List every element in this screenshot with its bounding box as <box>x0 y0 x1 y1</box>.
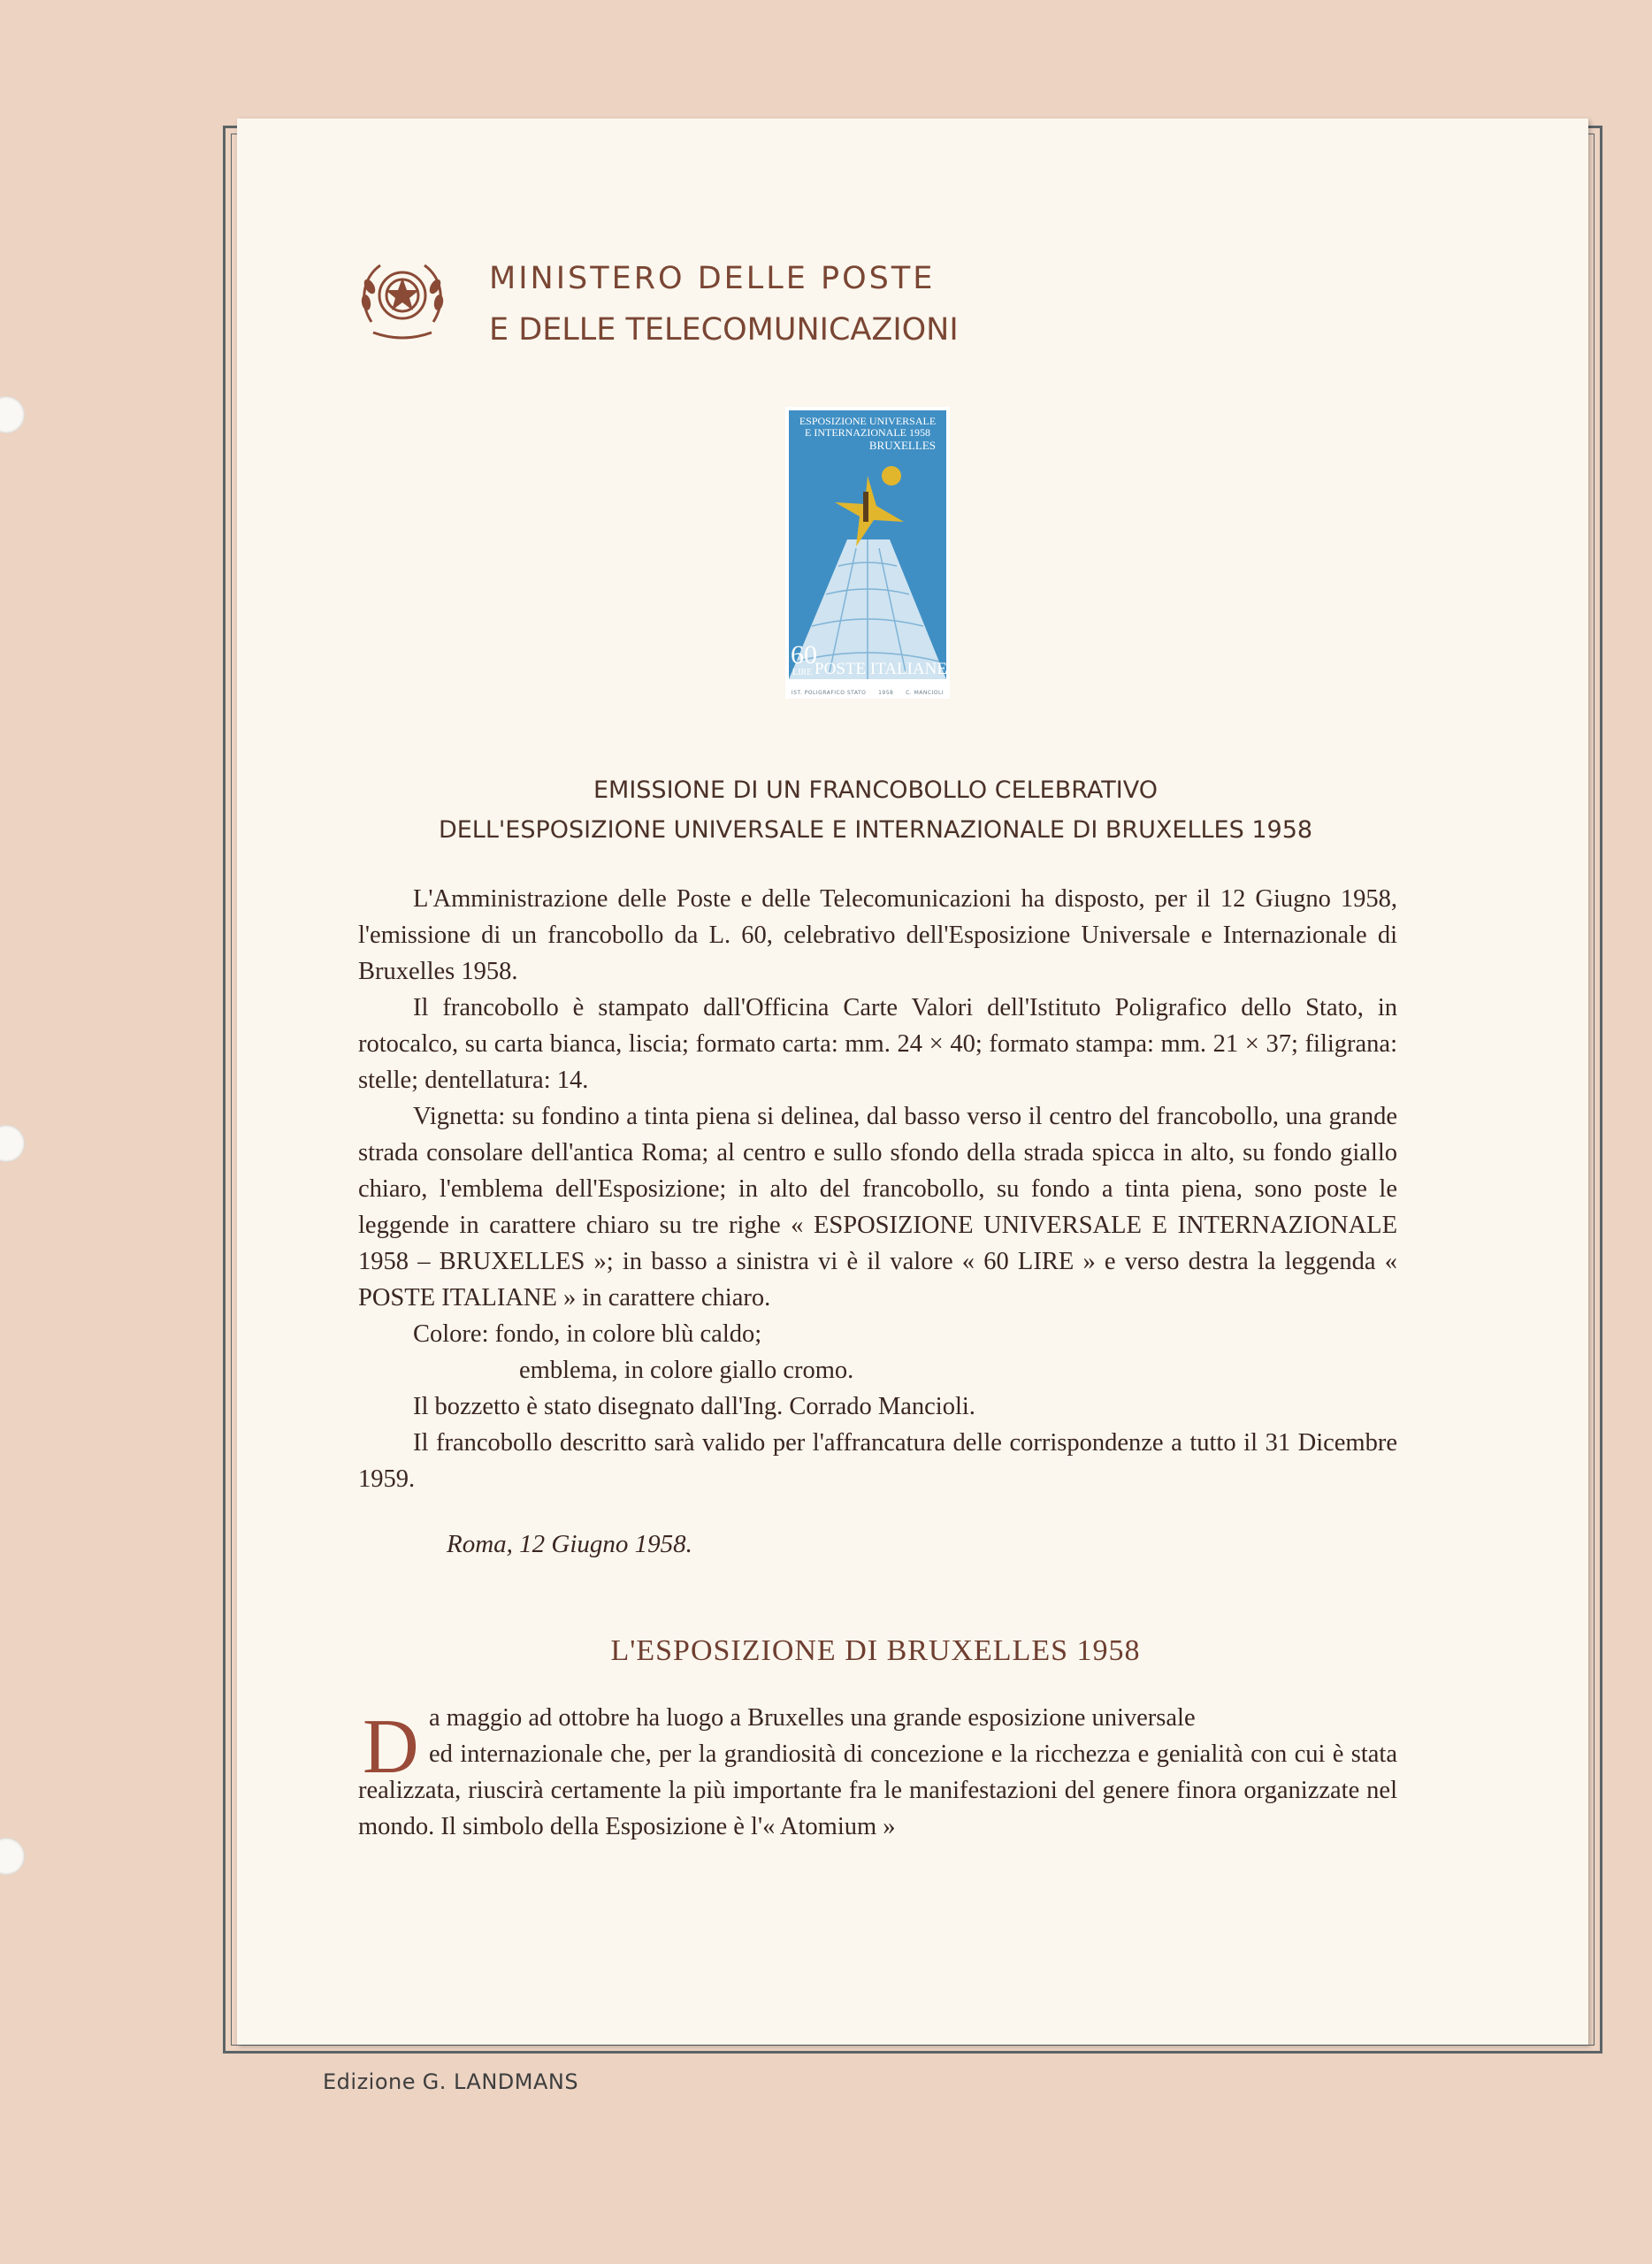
ministry-line-1: MINISTERO DELLE POSTE <box>489 261 936 296</box>
stamp-value-unit: LIRE <box>792 668 813 677</box>
punch-hole-2 <box>0 1125 25 1162</box>
paragraph-issue: L'Amministrazione delle Poste e delle Telecomunicazioni ha disposto, per il 12 Giugno 1958, l'emissione di un francobollo da L. 60, celebrativo dell'Esposizione Universale e Internazionale di Bruxelles 1958. <box>358 885 1397 985</box>
italian-republic-emblem-icon <box>354 251 451 348</box>
punch-hole-3 <box>0 1838 25 1875</box>
colour-line-2: emblema, in colore giallo cromo. <box>519 1357 854 1384</box>
stamp-image <box>785 407 950 699</box>
stamp-credit-right: C. MANCIOLI <box>906 690 945 696</box>
expo-article-rest: ed internazionale che, per la grandiosità di concezione e la ricchezza e genialità con cui è stata realizzata, riuscirà certamente la più importante fra le manifestazioni del genere finora organizzate nel mondo. Il simbolo della Esposizione è l'« Atomium » <box>358 1740 1397 1840</box>
ministry-line-2: E DELLE TELECOMUNICAZIONI <box>489 312 959 348</box>
issue-title-line-1: EMISSIONE DI UN FRANCOBOLLO CELEBRATIVO <box>593 776 1159 804</box>
announcement-body <box>358 881 1397 1497</box>
paragraph-vignette: Vignetta: su fondino a tinta piena si delinea, dal basso verso il centro del francobollo, una grande strada consolare dell'antica Roma; al centro e sullo sfondo della strada spicca in alto, su fondo giallo chiaro, l'emblema dell'Esposizione; in alto del francobollo, su fondo a tinta piena, sono poste le leggende in carattere chiaro su tre righe « ESPOSIZIONE UNIVERSALE E INTERNAZIONALE 1958 – BRUXELLES »; in basso a sinistra vi è il valore « 60 LIRE » e verso destra la leggenda « POSTE ITALIANE » in carattere chiaro. <box>358 1103 1397 1312</box>
stamp-credits <box>785 690 950 696</box>
stamp-country: POSTE ITALIANE <box>815 660 947 678</box>
paragraph-validity: Il francobollo descritto sarà valido per l'affrancatura delle corrispondenze a tutto il 31 Dicembre 1959. <box>358 1429 1397 1493</box>
paragraph-designer: Il bozzetto è stato disegnato dall'Ing. Corrado Mancioli. <box>413 1393 975 1420</box>
stamp-legend-1: ESPOSIZIONE UNIVERSALE <box>799 415 937 427</box>
drop-cap: D <box>363 1704 419 1790</box>
stamp-legend-3: BRUXELLES <box>868 439 936 452</box>
stamp-credit-mid: 1958 <box>878 690 894 696</box>
paragraph-printing: Il francobollo è stampato dall'Officina Carte Valori dell'Istituto Poligrafico dello Stato, in rotocalco, su carta bianca, liscia; formato carta: mm. 24 × 40; formato stampa: mm. 21 × 37; filigrana: stelle; dentellatura: 14. <box>358 994 1397 1094</box>
stamp-value: 60 <box>791 640 817 669</box>
ministry-heading <box>489 253 959 356</box>
footer-name: G. LANDMANS <box>422 2069 579 2094</box>
stamp-legend-2: E INTERNAZIONALE 1958 <box>805 426 930 439</box>
issue-date: Roma, 12 Giugno 1958. <box>447 1530 692 1558</box>
publisher-footer <box>323 2069 578 2094</box>
expo-article <box>358 1700 1397 1845</box>
footer-prefix: Edizione <box>323 2069 416 2094</box>
punch-hole-1 <box>0 396 25 433</box>
expo-article-first-line: a maggio ad ottobre ha luogo a Bruxelles una grande esposizione universale <box>429 1704 1196 1732</box>
expo-article-rest-start <box>358 1740 429 1768</box>
section-heading: L'ESPOSIZIONE DI BRUXELLES 1958 <box>610 1634 1141 1667</box>
colour-line-1: Colore: fondo, in colore blù caldo; <box>413 1320 762 1348</box>
issue-title-line-2: DELL'ESPOSIZIONE UNIVERSALE E INTERNAZIONALE DI BRUXELLES 1958 <box>438 816 1313 844</box>
stamp-credit-left: IST. POLIGRAFICO STATO <box>791 690 867 696</box>
